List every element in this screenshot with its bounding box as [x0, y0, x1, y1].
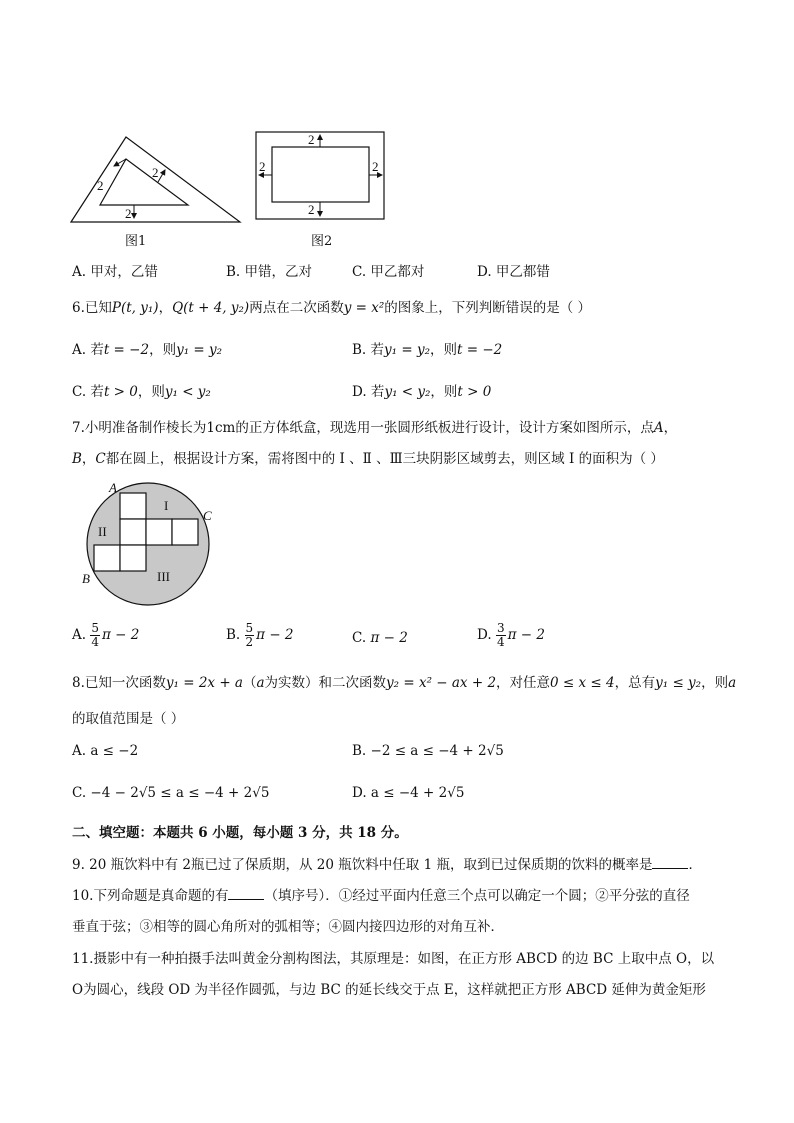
figure-1-triangles [66, 132, 246, 228]
net-square [146, 519, 172, 545]
fig1-label-left: 2 [97, 178, 104, 193]
figure-1-caption: 图1 [125, 234, 147, 249]
net-square [120, 519, 146, 545]
section-2-heading: 二、填空题：本题共 6 小题，每小题 3 分，共 18 分。 [72, 825, 408, 841]
q8-option-c: C. −4 − 2√5 ≤ a ≤ −4 + 2√5 [72, 785, 270, 801]
net-square [120, 545, 146, 571]
q5-option-a: A. 甲对，乙错 [72, 264, 158, 280]
q10-line2: 垂直于弦；③相等的圆心角所对的弧相等；④圆内接四边形的对角互补． [72, 919, 504, 935]
q11-line1: 11.摄影中有一种拍摄手法叫黄金分割构图法，其原理是：如图，在正方形 ABCD 的边 BC 上取中点 O，以 [72, 951, 715, 967]
q7-point-b: B [82, 571, 90, 586]
figure-2-caption: 图2 [311, 234, 333, 249]
q6-option-d: D. 若y₁ < y₂，则t > 0 [352, 384, 492, 400]
q8-option-d: D. a ≤ −4 + 2√5 [352, 785, 465, 801]
q8-stem-line1: 8.已知一次函数y₁ = 2x + a（a为实数）和二次函数y₂ = x² − ax + 2，对任意0 ≤ x ≤ 4，总有y₁ ≤ y₂，则a [72, 675, 737, 691]
fig2-label-bottom: 2 [308, 202, 315, 217]
q7-option-b: B. $\frac{5}{2}$ π − 2 [226, 621, 294, 649]
q6-option-a: A. 若t = −2，则y₁ = y₂ [72, 342, 223, 358]
net-square [172, 519, 198, 545]
fig2-label-top: 2 [308, 132, 315, 147]
q6-option-c: C. 若t > 0，则y₁ < y₂ [72, 384, 211, 400]
q8-option-a: A. a ≤ −2 [72, 743, 139, 759]
inner-triangle [100, 159, 188, 205]
q7-point-c: C [203, 508, 212, 523]
q5-option-d: D. 甲乙都错 [477, 264, 550, 280]
net-square [94, 545, 120, 571]
q8-option-b: B. −2 ≤ a ≤ −4 + 2√5 [352, 743, 504, 759]
q6-stem: 6.已知P(t, y₁)，Q(t + 4, y₂)两点在二次函数y = x²的图象上，下列判断错误的是（ ） [72, 300, 592, 316]
inner-rectangle [272, 147, 369, 202]
q7-circle-net-figure [80, 480, 220, 610]
q9-answer-blank[interactable] [652, 856, 688, 869]
q6-option-b: B. 若y₁ = y₂，则t = −2 [352, 342, 503, 358]
q5-option-b: B. 甲错，乙对 [226, 264, 313, 280]
q7-option-d: D. $\frac{3}{4}$ π − 2 [477, 621, 545, 649]
q5-option-c: C. 甲乙都对 [352, 264, 425, 280]
q10-line1: 10.下列命题是真命题的有 （填序号）．①经过平面内任意三个点可以确定一个圆；②平分弦的直径 [72, 888, 690, 904]
q7-region-2: II [98, 524, 107, 539]
q9-text: 9. 20 瓶饮料中有 2瓶已过了保质期，从 20 瓶饮料中任取 1 瓶，取到已过保质期的饮料的概率是 ． [72, 857, 702, 873]
q7-stem-line1: 7.小明准备制作棱长为1cm的正方体纸盒，现选用一张圆形纸板进行设计，设计方案如图所示，点A， [72, 420, 678, 436]
fig1-label-bottom: 2 [125, 206, 132, 221]
figure-2-rectangles [250, 128, 390, 223]
net-square [120, 493, 146, 519]
q10-answer-blank[interactable] [228, 887, 264, 900]
q7-stem-line2: B，C都在圆上，根据设计方案，需将图中的 I 、Ⅱ 、Ⅲ三块阴影区域剪去，则区域 I 的面积为（ ） [72, 451, 664, 467]
q7-region-3: III [157, 569, 170, 584]
q7-option-a: A. $\frac{5}{4}$ π − 2 [72, 621, 140, 649]
q7-point-a: A [109, 480, 117, 495]
fig2-label-left: 2 [259, 159, 266, 174]
q7-option-c: C. π − 2 [352, 630, 408, 646]
q7-region-1: I [164, 498, 169, 513]
q8-stem-line2: 的取值范围是（ ） [72, 711, 185, 727]
fig1-label-right: 2 [152, 165, 159, 180]
q11-line2: O为圆心，线段 OD 为半径作圆弧，与边 BC 的延长线交于点 E，这样就把正方形 ABCD 延伸为黄金矩形 [72, 982, 706, 998]
fig2-label-right: 2 [372, 159, 379, 174]
